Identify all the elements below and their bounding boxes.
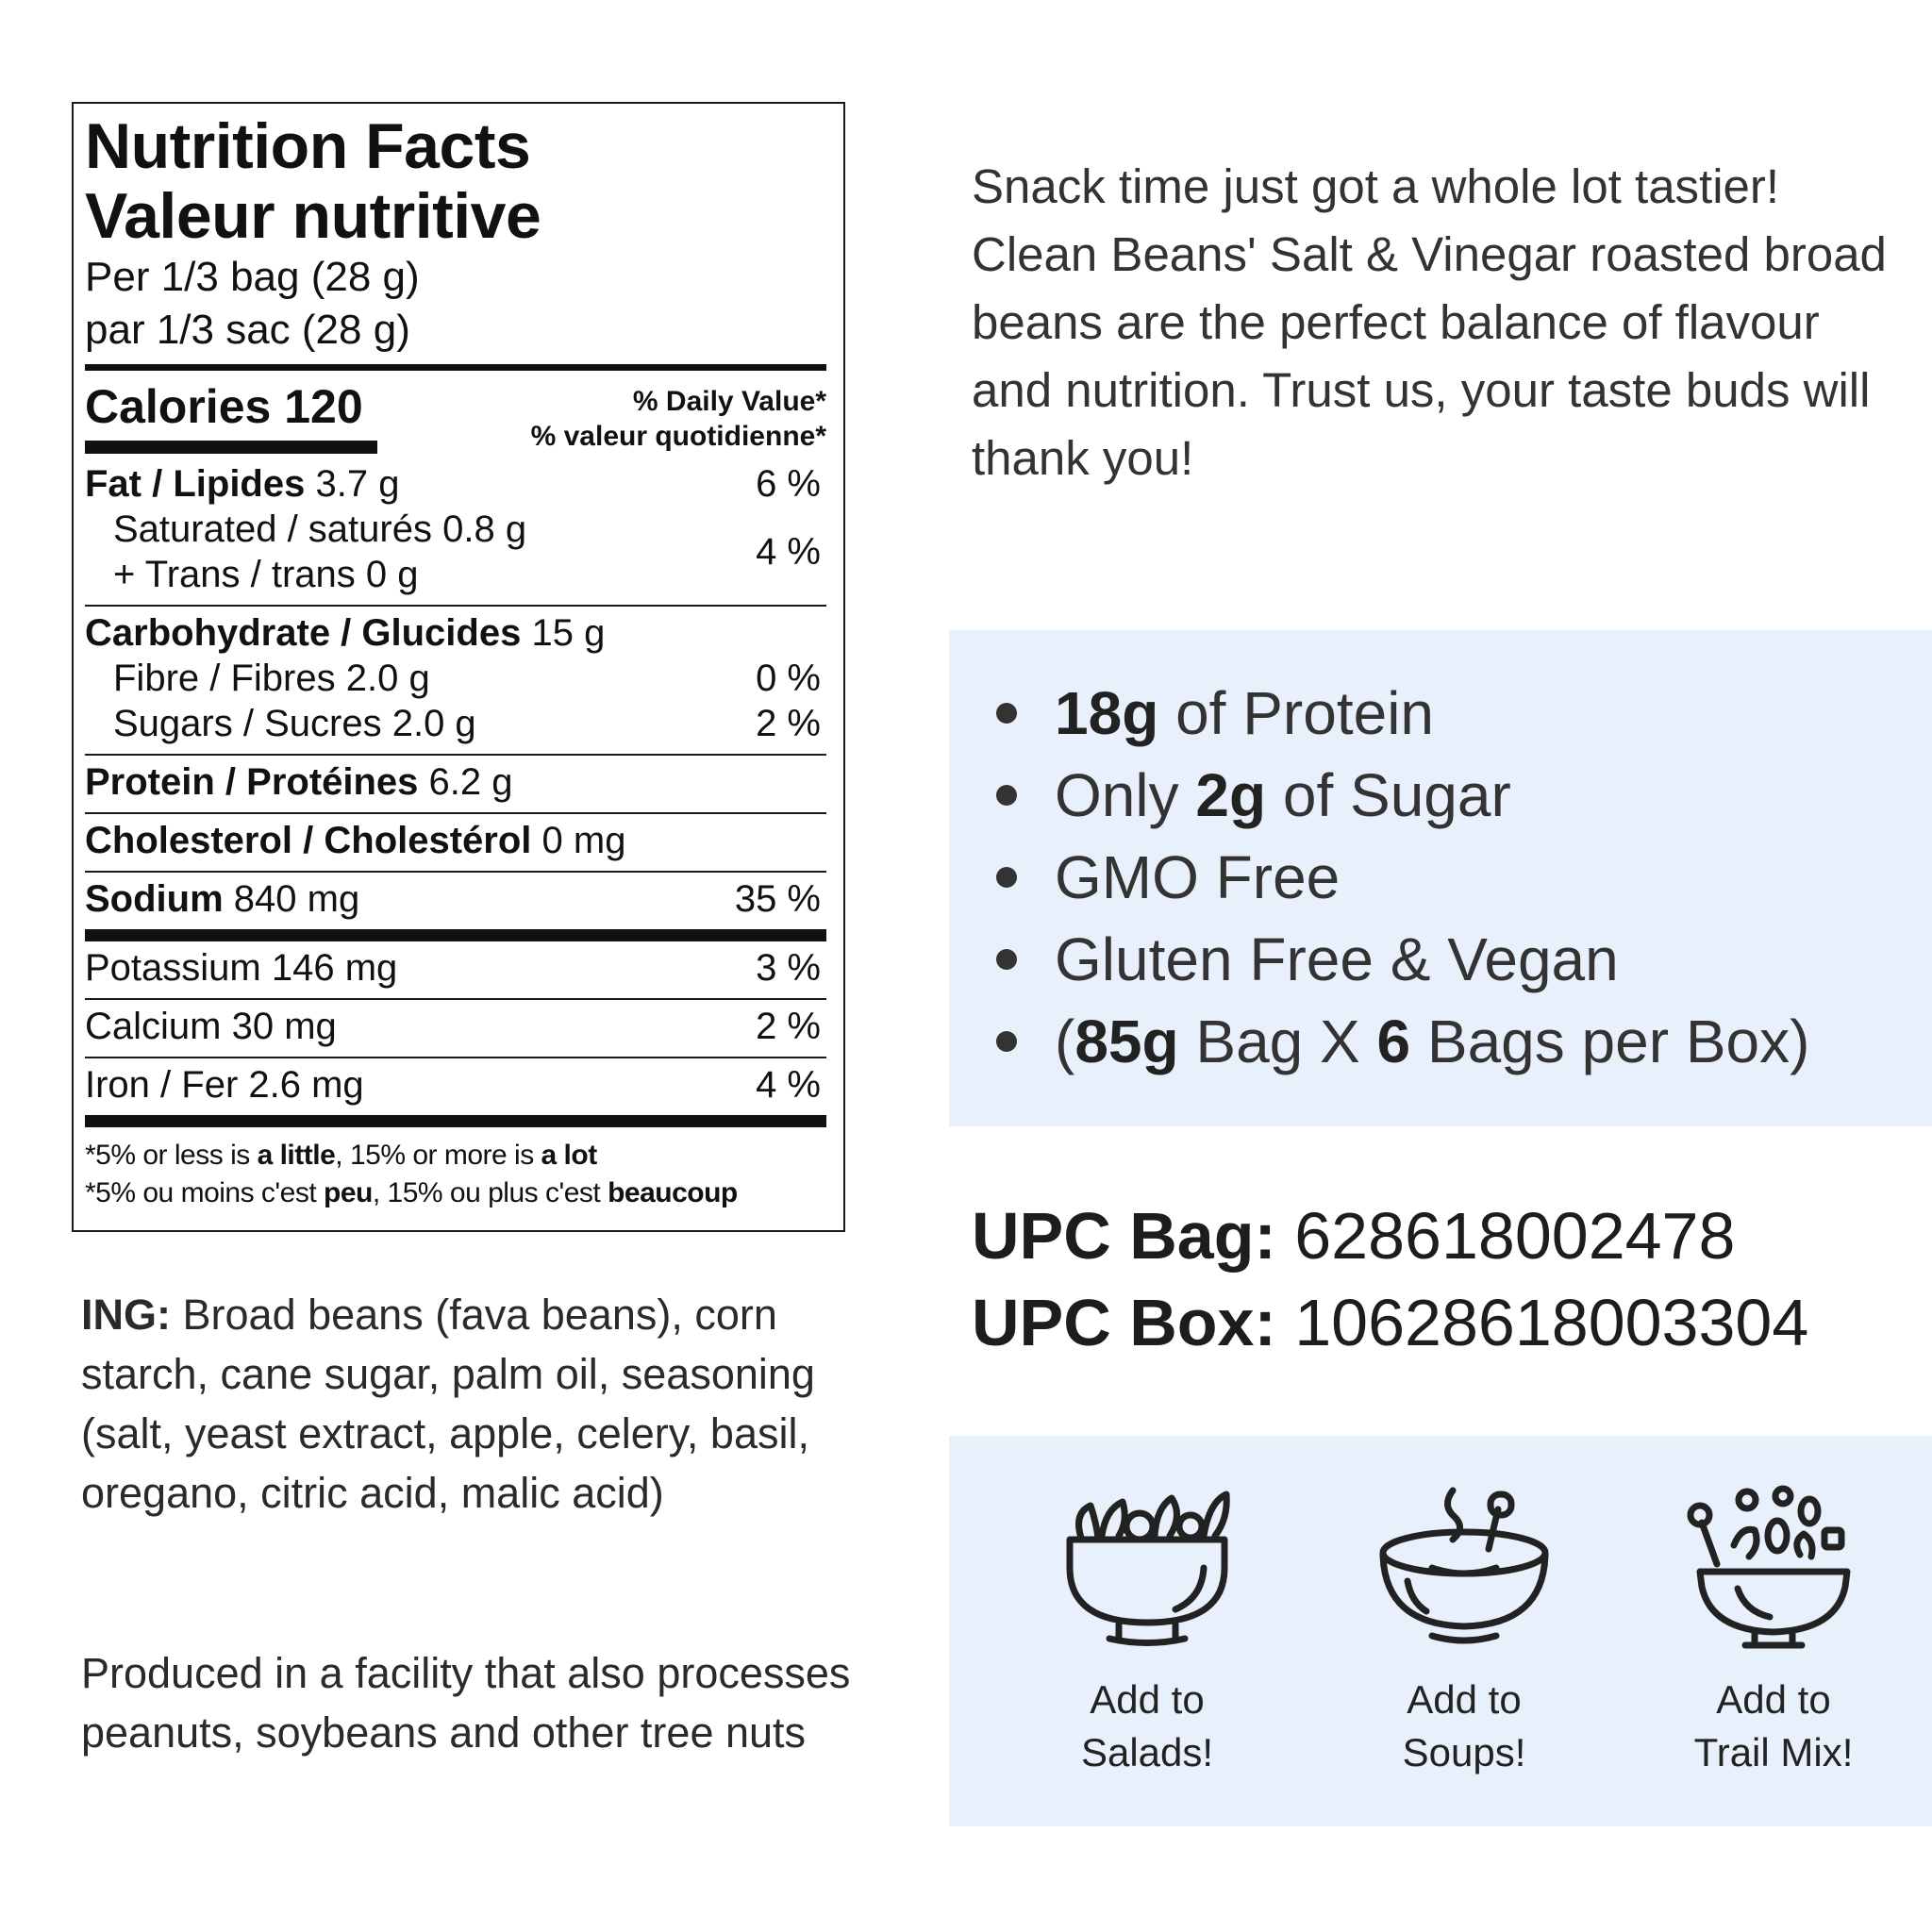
sodium-row: Sodium 840 mg 35 % bbox=[85, 878, 821, 920]
fibre-row: Fibre / Fibres 2.0 g 0 % bbox=[113, 658, 821, 699]
bullet-icon bbox=[996, 867, 1017, 888]
use-salads bbox=[1024, 1474, 1270, 1779]
upc-codes bbox=[972, 1192, 1808, 1366]
protein-row: Protein / Protéines 6.2 g bbox=[85, 761, 513, 803]
carb-row: Carbohydrate / Glucides 15 g bbox=[85, 612, 606, 654]
nutrition-facts-label bbox=[72, 102, 845, 1232]
use-trail-mix-label: Add to Trail Mix! bbox=[1693, 1677, 1854, 1774]
bullet-icon bbox=[996, 703, 1017, 724]
daily-value-header: % Daily Value* % valeur quotidienne* bbox=[530, 386, 826, 452]
use-soups bbox=[1341, 1474, 1587, 1779]
potassium-row: Potassium 146 mg 3 % bbox=[85, 947, 821, 989]
divider-heavy bbox=[85, 929, 826, 941]
upc-bag: UPC Bag: 628618002478 bbox=[972, 1199, 1736, 1273]
daily-value-footnote bbox=[85, 1127, 826, 1212]
uses-panel bbox=[949, 1436, 1932, 1826]
iron-row: Iron / Fer 2.6 mg 4 % bbox=[85, 1064, 821, 1106]
nutrition-title-fr: Valeur nutritive bbox=[85, 180, 541, 252]
bullet-icon bbox=[996, 785, 1017, 806]
cholesterol-block bbox=[85, 814, 826, 873]
intro-text: Snack time just got a whole lot tastier! Clean Beans' Salt & Vinegar roasted broad beans are the perfect balance of flavour and nutrition. Trust us, your taste buds will thank you! bbox=[972, 159, 1887, 485]
footnote-fr: *5% ou moins c'est peu, 15% ou plus c'est beaucoup bbox=[85, 1177, 738, 1208]
feature-gmo: GMO Free bbox=[949, 836, 1932, 918]
sodium-block bbox=[85, 873, 826, 929]
trans-row: + Trans / trans 0 g bbox=[113, 554, 419, 595]
soup-bowl-icon bbox=[1370, 1474, 1558, 1653]
allergen-statement: Produced in a facility that also processes peanuts, soybeans and other tree nuts bbox=[81, 1649, 851, 1757]
sugars-row: Sugars / Sucres 2.0 g 2 % bbox=[113, 703, 821, 744]
divider-thick bbox=[85, 364, 826, 371]
protein-block bbox=[85, 756, 826, 814]
use-soups-label: Add to Soups! bbox=[1402, 1677, 1526, 1774]
divider-heavy-bottom bbox=[85, 1115, 826, 1127]
feature-sugar: Only 2g of Sugar bbox=[949, 754, 1932, 836]
bullet-icon bbox=[996, 1031, 1017, 1052]
serving-size-en: Per 1/3 bag (28 g) bbox=[85, 254, 420, 300]
nutrition-title-en: Nutrition Facts bbox=[85, 110, 531, 182]
calories-value: 120 bbox=[284, 380, 363, 433]
salad-bowl-icon bbox=[1053, 1474, 1241, 1653]
calcium-row: Calcium 30 mg 2 % bbox=[85, 1006, 821, 1047]
bullet-icon bbox=[996, 949, 1017, 970]
calories-row bbox=[85, 371, 826, 458]
fat-row: Fat / Lipides 3.7 g 6 % bbox=[85, 463, 821, 505]
calcium-block bbox=[85, 1000, 826, 1058]
use-salads-label: Add to Salads! bbox=[1080, 1677, 1214, 1774]
potassium-block bbox=[85, 941, 826, 1000]
calories: Calories 120 bbox=[85, 380, 363, 433]
iron-block bbox=[85, 1058, 826, 1115]
feature-gluten: Gluten Free & Vegan bbox=[949, 918, 1932, 1000]
carb-block bbox=[85, 607, 826, 756]
serving-size-fr: par 1/3 sac (28 g) bbox=[85, 307, 410, 353]
fat-block bbox=[85, 458, 826, 607]
feature-bag-count: (85g Bag X 6 Bags per Box) bbox=[949, 1000, 1932, 1082]
cholesterol-row: Cholesterol / Cholestérol 0 mg bbox=[85, 820, 626, 861]
feature-protein: 18g of Protein bbox=[949, 672, 1932, 754]
saturated-row: Saturated / saturés 0.8 g bbox=[113, 508, 527, 550]
saturated-trans-pct: 4 % bbox=[756, 530, 821, 573]
saturated-trans-group bbox=[85, 507, 826, 597]
calories-bar bbox=[85, 441, 377, 454]
footnote-en: *5% or less is a little, 15% or more is a lot bbox=[85, 1140, 597, 1171]
ingredients: ING: Broad beans (fava beans), corn starch, cane sugar, palm oil, seasoning (salt, yeast extract, apple, celery, basil, oregano, citric acid, malic acid) bbox=[81, 1291, 815, 1517]
trail-mix-bowl-icon bbox=[1679, 1474, 1868, 1653]
features-panel bbox=[949, 630, 1932, 1126]
upc-box: UPC Box: 10628618003304 bbox=[972, 1286, 1809, 1359]
use-trail-mix bbox=[1651, 1474, 1896, 1779]
